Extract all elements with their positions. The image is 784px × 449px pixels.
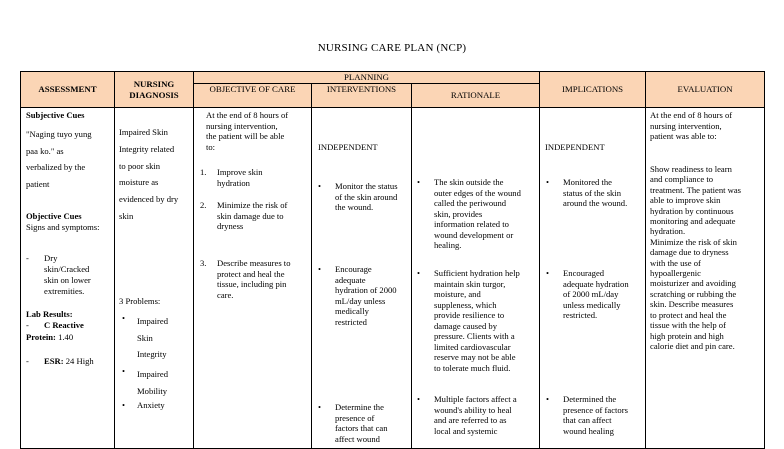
intervention-monitor-skin xyxy=(335,181,398,213)
rationale-line: wound development or xyxy=(434,229,514,240)
quote-line: patient xyxy=(26,178,50,189)
finding-line: skin/Cracked xyxy=(44,264,90,274)
care-plan-table xyxy=(20,71,765,449)
diagnosis-line: Impaired Skin xyxy=(119,127,168,137)
rationale-line: suppleness, which xyxy=(434,299,497,310)
quote-line: paa ko." as xyxy=(26,145,64,156)
objective-3-number: 3. xyxy=(200,258,207,268)
signs-symptoms-label: Signs and symptoms: xyxy=(26,222,100,232)
header-evaluation: EVALUATION xyxy=(646,72,765,108)
bullet-icon: • xyxy=(417,177,421,187)
implication-encouraged-hydration xyxy=(563,268,629,321)
objective-line: tissue, including pin xyxy=(217,279,287,289)
intervention-line: presence of xyxy=(335,412,375,423)
rationale-line: The skin outside the xyxy=(434,177,504,187)
objective-line: skin damage due to xyxy=(217,210,284,221)
objective-line: dryness xyxy=(217,221,244,231)
evaluation-line: with the use of xyxy=(650,257,701,268)
evaluation-line: hydration. xyxy=(650,226,686,237)
rationale-line: wound's ability to heal xyxy=(434,404,512,415)
intervention-line: medically xyxy=(335,306,369,316)
intervention-line: Monitor the status xyxy=(335,181,398,191)
bullet-icon: • xyxy=(122,400,126,410)
bullet-icon: • xyxy=(546,394,550,404)
objective-2-number: 2. xyxy=(200,200,207,210)
rationale-line: limited cardiovascular xyxy=(434,341,511,352)
header-rationale: RATIONALE xyxy=(412,84,540,108)
header-planning: PLANNING xyxy=(194,72,540,84)
intro-line: At the end of 8 hours of xyxy=(206,110,289,120)
implication-line: Determined the xyxy=(563,394,617,404)
evaluation-line: nursing intervention, xyxy=(650,120,722,131)
bullet-icon: • xyxy=(318,264,322,274)
problem-line: Mobility xyxy=(137,385,168,396)
objective-cell xyxy=(194,108,312,449)
intervention-line: mL/day unless xyxy=(335,295,386,306)
intervention-line: hydration of 2000 xyxy=(335,285,397,295)
objective-line: care. xyxy=(217,289,234,300)
rationale-line: pressure. Clients with a xyxy=(434,331,515,341)
intro-line: to: xyxy=(206,141,216,152)
finding-line: extremities. xyxy=(44,286,85,296)
objective-intro xyxy=(206,110,288,152)
crp-label: C Reactive xyxy=(44,320,84,330)
assessment-cell xyxy=(21,108,115,449)
rationale-line: and are referred to as xyxy=(434,415,507,425)
objective-1-number: 1. xyxy=(200,167,207,177)
dry-skin-dash: - xyxy=(26,253,29,263)
diagnosis-line: skin xyxy=(119,210,134,221)
diagnosis-line: moisture as xyxy=(119,177,159,188)
evaluation-line: At the end of 8 hours of xyxy=(650,110,733,120)
objective-line: Describe measures to xyxy=(217,258,291,268)
problem-impaired-mobility xyxy=(137,366,168,399)
problem-impaired-skin-integrity xyxy=(137,313,168,363)
rationale-line: healing. xyxy=(434,240,462,250)
rationale-cell xyxy=(412,108,540,449)
diagnosis-line: evidenced by dry xyxy=(119,194,179,205)
bullet-icon: • xyxy=(546,177,550,187)
crp-result xyxy=(26,332,73,343)
rationale-line: moisture, and xyxy=(434,289,481,299)
header-interventions: INTERVENTIONS xyxy=(312,84,412,108)
implication-line: of 2000 mL/day xyxy=(563,289,619,299)
interventions-independent-label: INDEPENDENT xyxy=(318,142,378,152)
quote-line: "Naging tuyo yung xyxy=(26,129,92,139)
subjective-quote xyxy=(26,126,92,192)
bullet-icon: • xyxy=(546,268,550,278)
evaluation-line: Minimize the risk of skin xyxy=(650,236,737,247)
esr-label: ESR: xyxy=(44,356,64,366)
rationale-line: to tolerate much fluid. xyxy=(434,362,511,373)
implication-line: status of the skin xyxy=(563,187,622,198)
rationale-line: called the periwound xyxy=(434,198,507,208)
implication-line: presence of factors xyxy=(563,404,628,415)
evaluation-line: tissue with the help of xyxy=(650,320,726,331)
evaluation-line: moisturizer and avoiding xyxy=(650,278,736,289)
finding-line: skin on lower xyxy=(44,275,91,285)
header-objective-of-care: OBJECTIVE OF CARE xyxy=(194,84,312,108)
diagnosis-line: Integrity related xyxy=(119,143,175,154)
implication-monitored-skin xyxy=(563,177,627,209)
evaluation-line: hydration by continuous xyxy=(650,205,734,216)
intervention-line: of the skin around xyxy=(335,191,398,202)
evaluation-line: damage due to dryness xyxy=(650,247,729,258)
rationale-line: damage caused by xyxy=(434,320,497,331)
interventions-cell xyxy=(312,108,412,449)
objective-2 xyxy=(217,200,287,232)
bullet-icon: • xyxy=(122,313,126,323)
evaluation-cell xyxy=(646,108,765,449)
implications-independent-label: INDEPENDENT xyxy=(545,142,605,152)
diagnosis-cell xyxy=(115,108,194,449)
bullet-icon: • xyxy=(417,394,421,404)
intro-line: the patient will be able xyxy=(206,131,285,141)
intervention-line: affect wound xyxy=(335,433,380,444)
rationale-line: Multiple factors affect a xyxy=(434,394,517,404)
objective-line: Minimize the risk of xyxy=(217,200,288,210)
evaluation-line: patient was able to: xyxy=(650,131,717,141)
intervention-determine-factors xyxy=(335,402,388,444)
evaluation-line: skin. Describe measures xyxy=(650,299,734,310)
intervention-encourage-hydration xyxy=(335,264,397,327)
problem-line: Integrity xyxy=(137,349,167,359)
rationale-line: maintain skin turgor, xyxy=(434,278,506,289)
objective-3 xyxy=(217,258,291,300)
evaluation-line: Show readiness to learn xyxy=(650,164,732,174)
bullet-icon: • xyxy=(122,366,126,376)
rationale-line: information related to xyxy=(434,219,509,229)
diagnosis-line: to poor skin xyxy=(119,160,161,171)
implication-line: restricted. xyxy=(563,310,598,320)
objective-line: Improve skin xyxy=(217,167,263,177)
intervention-line: restricted xyxy=(335,316,367,327)
diagnosis-statement xyxy=(119,124,178,225)
evaluation-line: monitoring and adequate xyxy=(650,216,736,227)
implication-line: adequate hydration xyxy=(563,278,629,289)
intervention-line: the wound. xyxy=(335,202,374,212)
evaluation-line: treatment. The patient was xyxy=(650,184,742,195)
crp-label-2: Protein: xyxy=(26,332,56,342)
implication-line: Encouraged xyxy=(563,268,605,278)
implication-line: Monitored the xyxy=(563,177,612,187)
esr-value: 24 High xyxy=(65,356,94,366)
intro-line: nursing intervention, xyxy=(206,120,278,131)
objective-line: hydration xyxy=(217,177,250,188)
implications-cell xyxy=(540,108,646,449)
quote-line: verbalized by the xyxy=(26,162,86,172)
evaluation-intro xyxy=(650,110,732,142)
rationale-line: outer edges of the wound xyxy=(434,187,521,198)
rationale-periwound xyxy=(434,177,521,251)
evaluation-line: scratching or rubbing the xyxy=(650,288,737,299)
intervention-line: adequate xyxy=(335,274,366,285)
evaluation-line: hypoallergenic xyxy=(650,268,701,279)
implication-line: that can affect xyxy=(563,415,612,425)
rationale-line: local and systemic xyxy=(434,425,498,436)
objective-line: protect and heal the xyxy=(217,268,285,279)
rationale-line: Sufficient hydration help xyxy=(434,268,520,278)
rationale-multiple-factors xyxy=(434,394,517,436)
implication-line: around the wound. xyxy=(563,198,628,208)
dry-skin-finding xyxy=(44,253,91,297)
rationale-line: provide resilience to xyxy=(434,310,505,320)
evaluation-line: calorie diet and pin care. xyxy=(650,340,735,351)
header-nursing-diagnosis xyxy=(115,72,194,108)
finding-line: Dry xyxy=(44,253,58,263)
lab-results-heading: Lab Results: xyxy=(26,309,73,319)
esr-dash: - xyxy=(26,356,29,366)
rationale-hydration xyxy=(434,268,520,373)
document-title: NURSING CARE PLAN (NCP) xyxy=(317,42,467,54)
evaluation-line: to protect and heal the xyxy=(650,309,727,320)
problem-line: Impaired xyxy=(137,369,169,379)
esr-result xyxy=(44,356,94,367)
header-diagnosis-line2: DIAGNOSIS xyxy=(129,89,179,100)
problems-heading: 3 Problems: xyxy=(119,296,161,306)
header-diagnosis-line1: NURSING xyxy=(133,78,175,89)
bullet-icon: • xyxy=(417,268,421,278)
subjective-cues-heading: Subjective Cues xyxy=(26,110,85,120)
intervention-line: Encourage xyxy=(335,264,372,274)
implication-determined-factors xyxy=(563,394,628,436)
crp-dash: - xyxy=(26,320,29,330)
evaluation-line: able to improve skin xyxy=(650,195,721,206)
rationale-line: reserve may not be able xyxy=(434,352,516,362)
implication-line: unless medically xyxy=(563,299,621,310)
evaluation-line: and compliance to xyxy=(650,174,714,185)
intervention-line: Determine the xyxy=(335,402,384,412)
evaluation-outcomes xyxy=(650,164,741,351)
problem-line: Impaired xyxy=(137,316,169,326)
rationale-line: skin, provides xyxy=(434,208,483,219)
evaluation-line: high protein and high xyxy=(650,330,724,341)
bullet-icon: • xyxy=(318,181,322,191)
header-assessment: ASSESSMENT xyxy=(21,72,115,108)
problem-anxiety: Anxiety xyxy=(137,400,165,410)
objective-cues-heading: Objective Cues xyxy=(26,211,82,221)
bullet-icon: • xyxy=(318,402,322,412)
problem-line: Skin xyxy=(137,332,153,343)
crp-value: 1.40 xyxy=(58,332,74,342)
intervention-line: factors that can xyxy=(335,423,388,433)
header-implications: IMPLICATIONS xyxy=(540,72,646,108)
implication-line: wound healing xyxy=(563,425,614,436)
objective-1 xyxy=(217,167,263,188)
